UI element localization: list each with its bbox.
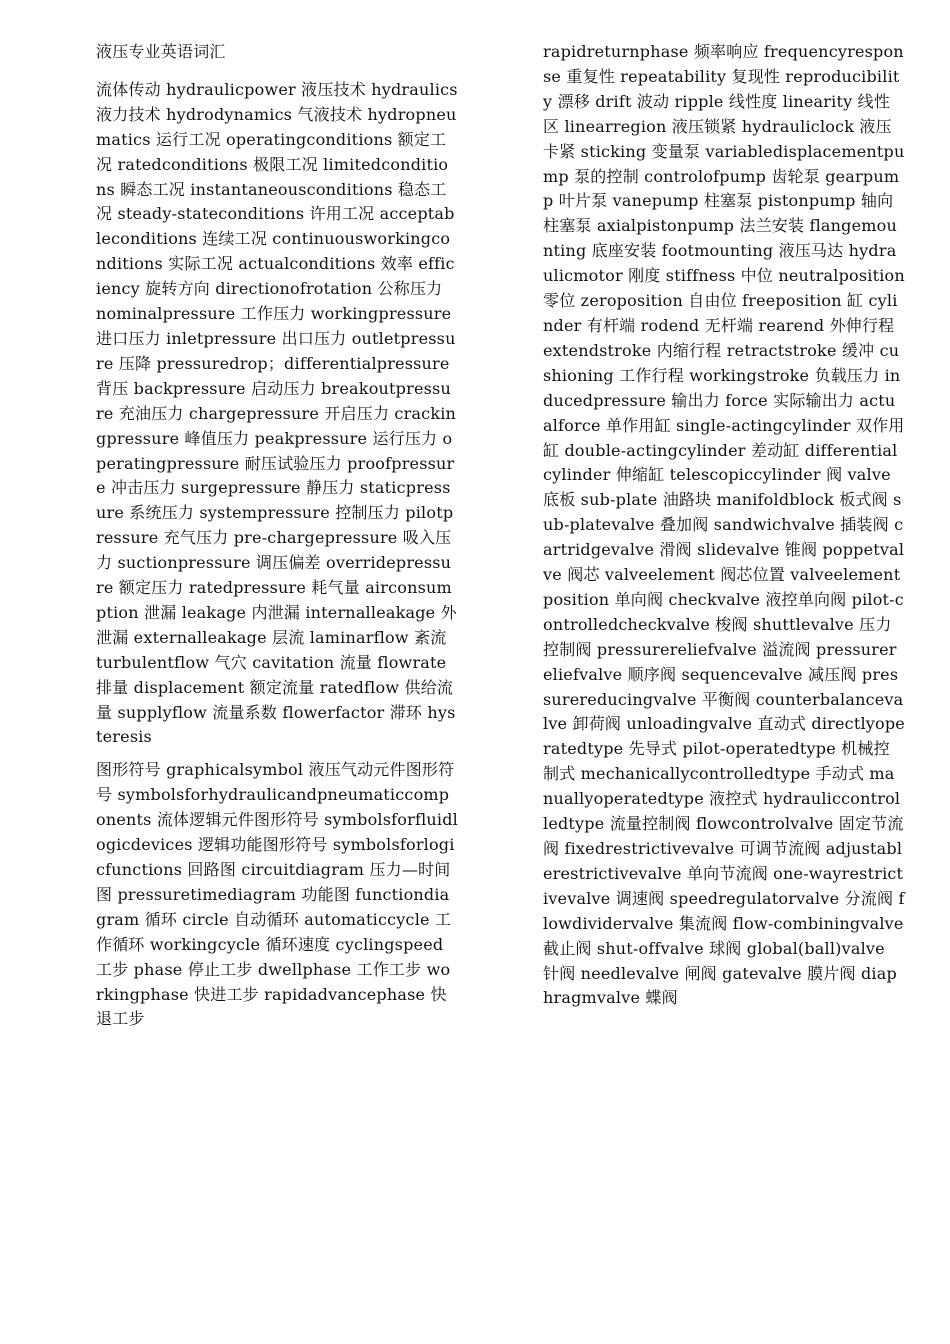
glossary-paragraph-3: rapidreturnphase 频率响应 frequencyresponse 重复性 repeatability 复现性 reproducibility 漂移 drift 波动 ripple 线性度 linearity 线性区 linearregion 液压锁紧 hydrauliclock 液压卡紧 sticking 变量泵 variabledisplacementpump 泵的控制 controlofpump 齿轮泵 gearpump 叶片泵 vanepump 柱塞泵 pistonpump 轴向柱塞泵 axialpistonpump 法兰安装 flangemounting 底座安装 footmounting 液压马达 hydraulicmotor 刚度 stiffness 中位 neutralposition 零位 zeroposition 自由位 freeposition 缸 cylinder 有杆端 rodend 无杆端 rearend 外伸行程 extendstroke 内缩行程 retractstroke 缓冲 cushioning 工作行程 workingstroke 负载压力 inducedpressure 输出力 force 实际输出力 actualforce 单作用缸 single-actingcylinder 双作用缸 double-actingcylinder 差动缸 differentialcylinder 伸缩缸 telescopiccylinder 阀 valve 底板 sub-plate 油路块 manifoldblock 板式阀 sub-platevalve 叠加阀 sandwichvalve 插装阀 cartridgevalve 滑阀 slidevalve 锥阀 poppetvalve 阀芯 valveelement 阀芯位置 valveelementposition 单向阀 checkvalve 液控单向阀 pilot-controlledcheckvalve 梭阀 shuttlevalve 压力控制阀 pressurereliefvalve 溢流阀 pressurereliefvalve 顺序阀 sequencevalve 减压阀 pressurereducingvalve 平衡阀 counterbalancevalve 卸荷阀 unloadingvalve 直动式 directlyoperatedtype 先导式 pilot-operatedtype 机械控制式 mechanicallycontrolledtype 手动式 manuallyoperatedtype 液控式 hydrauliccontrolledtype 流量控制阀 flowcontrolvalve 固定节流阀 fixedrestrictivevalve 可调节流阀 adjustablerestrictivevalve 单向节流阀 one-wayrestrictivevalve 调速阀 speedregulatorvalve 分流阀 flowdividervalve 集流阀 flow-combiningvalve 截止阀 shut-offvalve 球阀 global(ball)valve 针阀 needlevalve 闸阀 gatevalve 膜片阀 diaphragmvalve 蝶阀 xyxy=(543,42,905,1008)
glossary-paragraph-1: 流体传动 hydraulicpower 液压技术 hydraulics 液力技术 hydrodynamics 气液技术 hydropneumatics 运行工况 operatingconditions 额定工况 ratedconditions 极限工况 limitedconditions 瞬态工况 instantaneousconditions 稳态工况 steady-stateconditions 许用工况 acceptableconditions 连续工况 continuousworkingconditions 实际工况 actualconditions 效率 efficiency 旋转方向 directionofrotation 公称压力 nominalpressure 工作压力 workingpressure 进口压力 inletpressure 出口压力 outletpressure 压降 pressuredrop；differentialpressure 背压 backpressure 启动压力 breakoutpressure 充油压力 chargepressure 开启压力 crackingpressure 峰值压力 peakpressure 运行压力 operatingpressure 耐压试验压力 proofpressure 冲击压力 surgepressure 静压力 staticpressure 系统压力 systempressure 控制压力 pilotpressure 充气压力 pre-chargepressure 吸入压力 suctionpressure 调压偏差 overridepressure 额定压力 ratedpressure 耗气量 airconsumption 泄漏 leakage 内泄漏 internalleakage 外泄漏 externalleakage 层流 laminarflow 紊流 turbulentflow 气穴 cavitation 流量 flowrate 排量 displacement 额定流量 ratedflow 供给流量 supplyflow 流量系数 flowerfactor 滞环 hysteresis xyxy=(96,79,458,747)
glossary-paragraph-2: 图形符号 graphicalsymbol 液压气动元件图形符号 symbolsforhydraulicandpneumaticcomponents 流体逻辑元件图形符号 symbolsforfluidlogicdevices 逻辑功能图形符号 symbolsforlogicfunctions 回路图 circuitdiagram 压力—时间图 pressuretimediagram 功能图 functiondiagram 循环 circle 自动循环 automaticcycle 工作循环 workingcycle 循环速度 cyclingspeed 工步 phase 停止工步 dwellphase 工作工步 workingphase 快进工步 rapidadvancephase 快退工步 xyxy=(96,760,458,1029)
right-column xyxy=(543,40,905,1011)
document-title: 液压专业英语词汇 xyxy=(96,42,226,61)
left-column xyxy=(96,40,458,1032)
